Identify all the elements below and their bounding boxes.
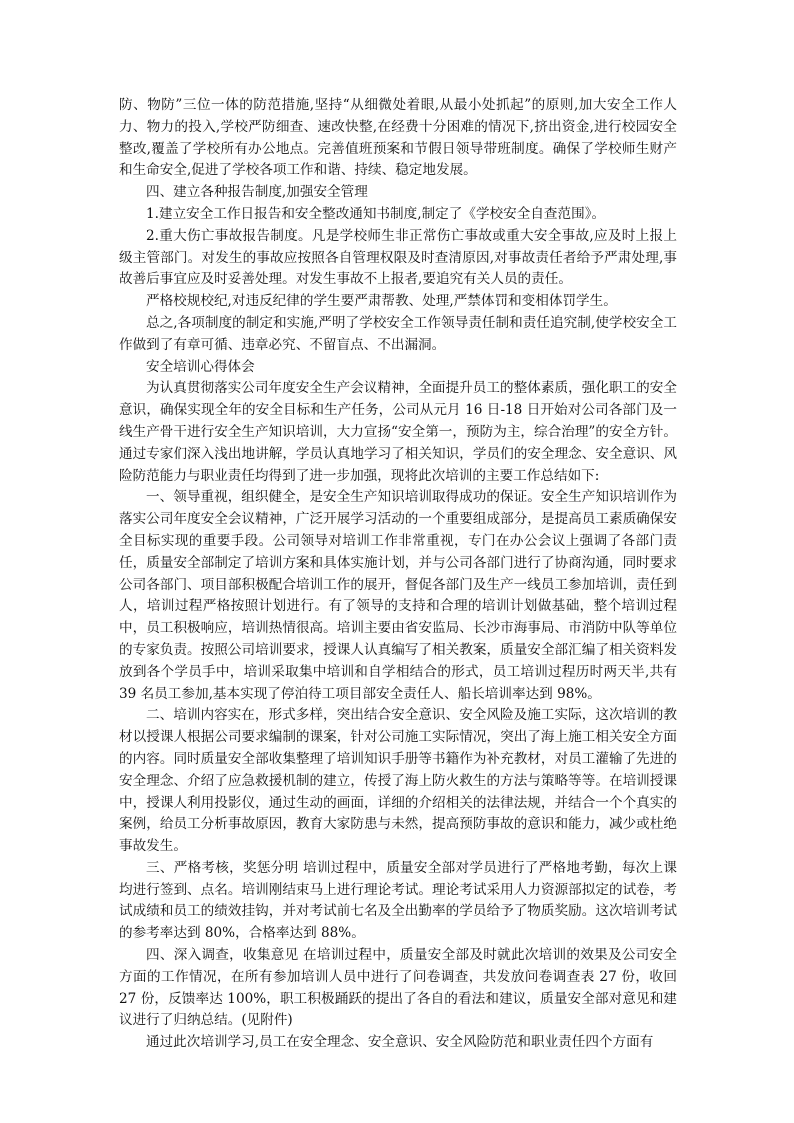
document-body bbox=[119, 95, 677, 1054]
paragraph-accident-report: 2.重大伤亡事故报告制度。凡是学校师生非正常伤亡事故或重大安全事故,应及时上报上级主管部门。对发生的事故应按照各自管理权限及时查清原因,对事故责任者给予严肃处理,事故善后事宜应及时妥善处理。对发生事故不上报者,要追究有关人员的责任。 bbox=[119, 227, 677, 288]
paragraph-continued-intro: 防、物防”三位一体的防范措施,坚持“从细微处着眼,从最小处抓起”的原则,加大安全工作人力、物力的投入,学校严防细查、速改快整,在经费十分困难的情况下,挤出资金,进行校园安全整改,覆盖了学校所有办公地点。完善值班预案和节假日领导带班制度。确保了学校师生财产和生命安全,促进了学校各项工作和谐、持续、稳定地发展。 bbox=[119, 97, 677, 179]
paragraph-content: 二、培训内容实在，形式多样，突出结合安全意识、安全风险及施工实际，这次培训的教材以授课人根据公司要求编制的课案，针对公司施工实际情况，突出了海上施工相关安全方面的内容。同时质量安全部收集整理了培训知识手册等书籍作为补充教材，对员工灌输了先进的安全理念、介绍了应急救援机制的建立，传授了海上防火救生的方法与策略等等。在培训授课中，授课人利用投影仪，通过生动的画面，详细的介绍相关的法律法规，并结合一个个真实的案例，给员工分析事故原因，教育大家防患与未然，提高预防事故的意识和能力，减少或杜绝事故发生。 bbox=[119, 707, 677, 855]
paragraph-summary: 总之,各项制度的制定和实施,严明了学校安全工作领导责任制和责任追究制,使学校安全工作做到了有章可循、违章必究、不留盲点、不出漏洞。 bbox=[119, 314, 677, 353]
paragraph-daily-report: 1.建立安全工作日报告和安全整改通知书制度,制定了《学校安全自查范围》。 bbox=[146, 205, 606, 222]
paragraph-conclusion: 通过此次培训学习,员工在安全理念、安全意识、安全风险防范和职业责任四个方面有 bbox=[146, 1034, 654, 1051]
paragraph-survey: 四、深入调查，收集意见 在培训过程中，质量安全部及时就此次培训的效果及公司安全方面的工作情况，在所有参加培训人员中进行了问卷调查，共发放问卷调查表 27 份，收回 27 份，反馈率达 100%，职工积极踊跃的提出了各自的看法和建议，质量安全部对意见和建议进行了归纳总结。(见附件) bbox=[119, 947, 677, 1029]
paragraph-school-discipline: 严格校规校纪,对违反纪律的学生要严肃帮教、处理,严禁体罚和变相体罚学生。 bbox=[146, 293, 617, 310]
paragraph-training-intro: 为认真贯彻落实公司年度安全生产会议精神，全面提升员工的整体素质，强化职工的安全意识，确保实现全年的安全目标和生产任务，公司从元月 16 日-18 日开始对公司各部门及一线生产骨干进行安全生产知识培训，大力宣扬“安全第一，预防为主，综合治理”的安全方针。通过专家们深入浅出地讲解，学员认真地学习了相关知识，学员们的安全理念、安全意识、风险防范能力与职业责任均得到了进一步加强，现将此次培训的主要工作总结如下: bbox=[119, 380, 677, 484]
paragraph-assessment: 三、严格考核，奖惩分明 培训过程中，质量安全部对学员进行了严格地考勤，每次上课均进行签到、点名。培训刚结束马上进行理论考试。理论考试采用人力资源部拟定的试卷，考试成绩和员工的绩效挂钩，并对考试前七名及全出勤率的学员给予了物质奖励。这次培训考试的参考率达到 80%，合格率达到 88%。 bbox=[119, 859, 677, 942]
document-title-training: 安全培训心得体会 bbox=[146, 358, 255, 375]
paragraph-leadership: 一、领导重视，组织健全，是安全生产知识培训取得成功的保证。安全生产知识培训作为落实公司年度安全会议精神，广泛开展学习活动的一个重要组成部分，是提高员工素质确保安全目标实现的重要手段。公司领导对培训工作非常重视，专门在办公会议上强调了各部门责任，质量安全部制定了培训方案和具体实施计划，并与公司各部门进行了协商沟通，同时要求公司各部门、项目部积极配合培训工作的展开，督促各部门及生产一线员工参加培训，责任到人，培训过程严格按照计划进行。有了领导的支持和合理的培训计划做基础，整个培训过程中，员工积极响应，培训热情很高。培训主要由省安监局、长沙市海事局、市消防中队等单位的专家负责。按照公司培训要求，授课人认真编写了相关教案，质量安全部汇编了相关资料发放到各个学员手中，培训采取集中培训和自学相结合的形式，员工培训过程历时两天半,共有 39 名员工参加,基本实现了停泊待工项目部安全责任人、船长培训率达到 98%。 bbox=[119, 489, 677, 702]
section-heading-reporting-system: 四、建立各种报告制度,加强安全管理 bbox=[146, 184, 368, 201]
